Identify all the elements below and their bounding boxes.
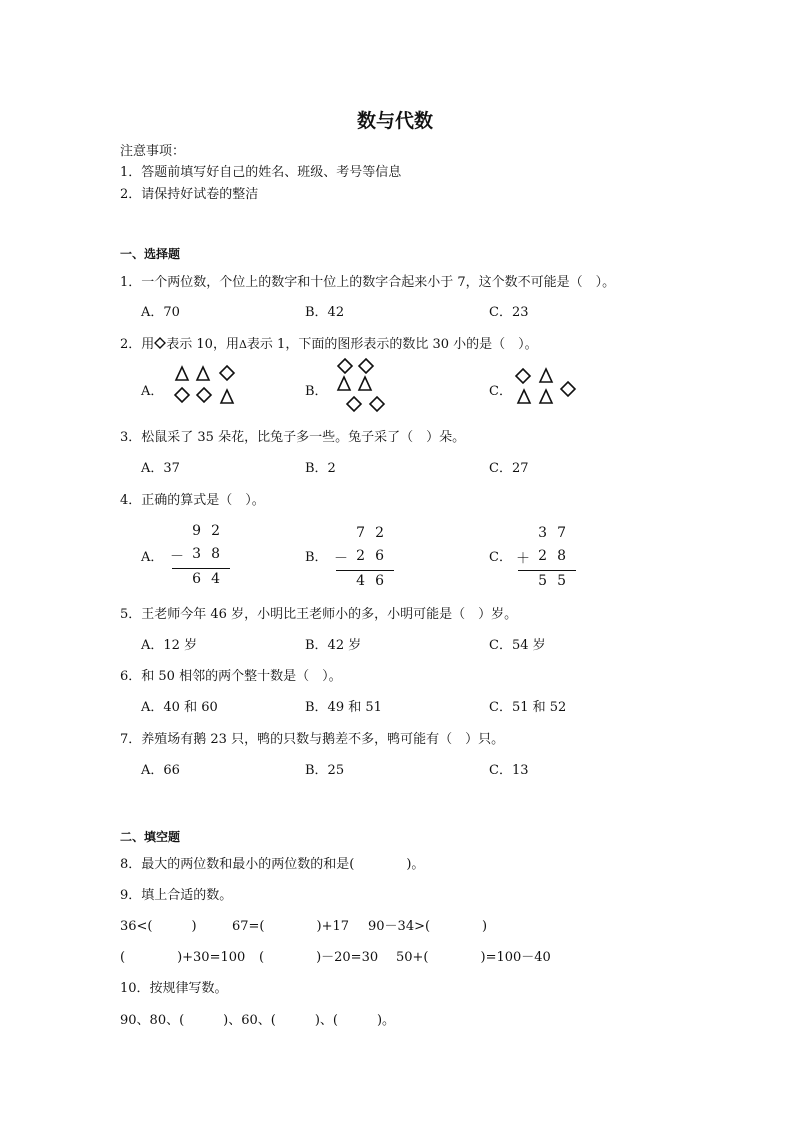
- fill-blank-item: 67=( )+17: [232, 919, 350, 934]
- triangle-icon: [359, 377, 371, 390]
- calc-mid: 26: [356, 548, 394, 564]
- option-c: C．54 岁: [489, 638, 546, 653]
- option-a: A．40 和 60: [141, 700, 218, 715]
- calc-operator: －: [334, 551, 348, 567]
- question-stem: [120, 333, 538, 352]
- option-b: B．2: [305, 461, 336, 476]
- triangle-symbol: Δ: [238, 338, 247, 351]
- calc-operator: －: [170, 549, 184, 565]
- section-heading-fill: 二、填空题: [120, 830, 181, 844]
- notice-item: 1．答题前填写好自己的姓名、班级、考号等信息: [120, 165, 402, 180]
- calc-result: 64: [192, 571, 230, 587]
- option-a: A．: [141, 384, 164, 399]
- question-stem: 10．按规律写数。: [120, 981, 228, 996]
- diamond-icon: [359, 359, 373, 373]
- option-a: A．12 岁: [141, 638, 198, 653]
- question-stem: 1．一个两位数，个位上的数字和十位上的数字合起来小于 7，这个数不可能是（ ）。: [120, 275, 616, 290]
- question-stem: 6．和 50 相邻的两个整十数是（ ）。: [120, 669, 342, 684]
- stem-text: 2．用: [120, 337, 155, 352]
- question-stem: 3．松鼠采了 35 朵花，比兔子多一些。兔子采了（ ）朵。: [120, 430, 466, 445]
- option-c: C．23: [489, 305, 529, 320]
- triangle-icon: [540, 369, 552, 382]
- diamond-icon: [370, 397, 384, 411]
- option-c: C．27: [489, 461, 529, 476]
- notice-heading: 注意事项：: [120, 144, 186, 159]
- diamond-icon: [347, 397, 361, 411]
- option-b: B．49 和 51: [305, 700, 382, 715]
- diamond-icon: [338, 359, 352, 373]
- diamond-icon: [154, 337, 166, 349]
- question-stem: 5．王老师今年 46 岁，小明比王老师小的多，小明可能是（ ）岁。: [120, 607, 518, 622]
- question-stem: 8．最大的两位数和最小的两位数的和是( )。: [120, 857, 425, 872]
- fill-blank-item: ( )－20=30: [259, 950, 379, 965]
- triangle-icon: [540, 390, 552, 403]
- option-a: A．37: [141, 461, 180, 476]
- stem-text: 表示 1，下面的图形表示的数比 30 小的是（ ）。: [246, 337, 538, 352]
- fill-blank-item: 90－34>( ): [368, 919, 488, 934]
- fill-blank-item: ( )+30=100: [120, 950, 246, 965]
- option-b: B．25: [305, 763, 345, 778]
- diamond-icon: [197, 388, 211, 402]
- option-b: B．42: [305, 305, 345, 320]
- fill-blank-item: 50+( )=100－40: [396, 950, 551, 965]
- triangle-icon: [518, 390, 530, 403]
- triangle-icon: [221, 390, 233, 403]
- diamond-icon: [220, 366, 234, 380]
- calc-line: [172, 568, 230, 569]
- question-stem: 4．正确的算式是（ ）。: [120, 493, 265, 508]
- option-b: B．: [305, 384, 328, 399]
- calc-mid: 28: [538, 548, 576, 564]
- sequence-line: 90、80、( )、60、( )、( )。: [120, 1013, 396, 1028]
- vertical-calc-c: [516, 525, 576, 589]
- calc-top: 92: [192, 523, 230, 539]
- option-b: B．42 岁: [305, 638, 362, 653]
- calc-operator: ＋: [516, 551, 530, 567]
- option-a: A．: [141, 550, 164, 565]
- option-a: A．66: [141, 763, 180, 778]
- option-b: B．: [305, 550, 328, 565]
- calc-top: 72: [356, 525, 394, 541]
- triangle-icon: [338, 377, 350, 390]
- shape-group-c: [512, 364, 582, 408]
- triangle-icon: [176, 367, 188, 380]
- calc-line: [518, 570, 576, 571]
- question-stem: 7．养殖场有鹅 23 只，鸭的只数与鹅差不多，鸭可能有（ ）只。: [120, 732, 505, 747]
- stem-text: 表示 10，用: [166, 337, 239, 352]
- notice-item: 2．请保持好试卷的整洁: [120, 187, 259, 202]
- calc-result: 46: [356, 573, 394, 589]
- calc-mid: 38: [192, 546, 230, 562]
- calc-line: [336, 570, 394, 571]
- diamond-icon: [516, 369, 530, 383]
- calc-top: 37: [538, 525, 576, 541]
- option-c: C．13: [489, 763, 529, 778]
- vertical-calc-b: [334, 525, 394, 589]
- question-stem: 9．填上合适的数。: [120, 888, 233, 903]
- section-heading-choice: 一、选择题: [120, 247, 181, 261]
- option-c: C．: [489, 550, 512, 565]
- option-c: C．51 和 52: [489, 700, 567, 715]
- calc-result: 55: [538, 573, 576, 589]
- page-title: 数与代数: [357, 110, 434, 132]
- diamond-icon: [561, 382, 575, 396]
- option-a: A．70: [141, 305, 180, 320]
- shape-group-a: [170, 364, 240, 408]
- shape-group-b: [332, 357, 392, 415]
- option-c: C．: [489, 384, 512, 399]
- fill-blank-item: 36<( ): [120, 919, 197, 934]
- diamond-icon: [175, 388, 189, 402]
- triangle-icon: [197, 367, 209, 380]
- vertical-calc-a: [170, 523, 230, 587]
